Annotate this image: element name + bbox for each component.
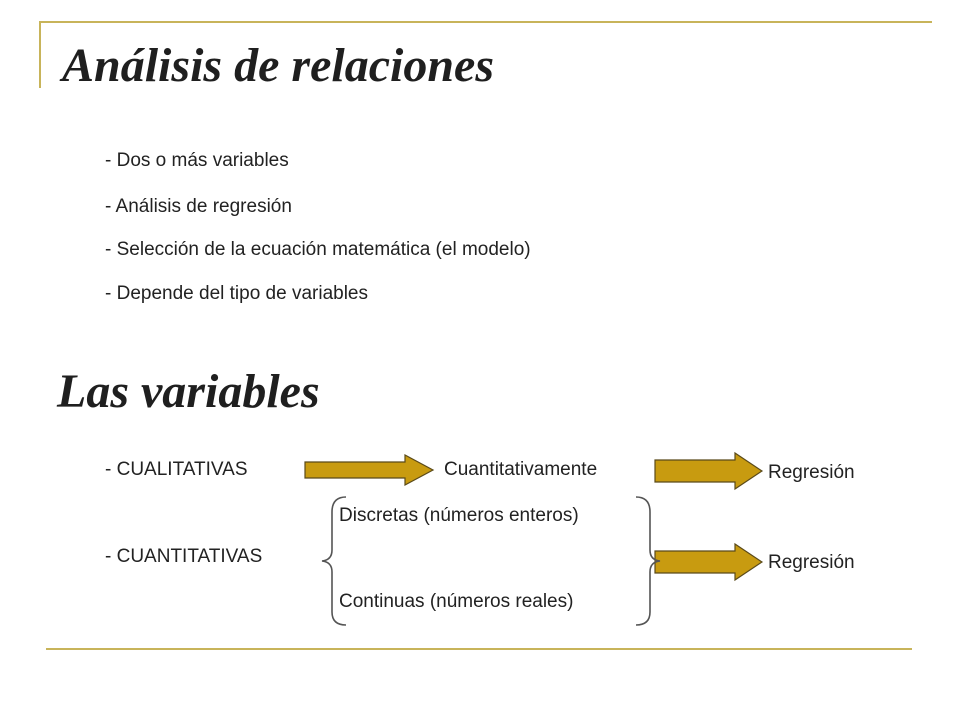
bullet-item: - Dos o más variables [105,150,289,171]
arrow-right-icon [305,455,433,485]
section-title: Las variables [57,365,320,418]
arrow-right-icon [655,453,762,489]
cuantitativas-label: - CUANTITATIVAS [105,546,263,567]
bullet-item: - Análisis de regresión [105,196,292,217]
cuantitativamente-label: Cuantitativamente [444,459,598,480]
left-brace-icon [322,497,346,625]
bullet-item: - Depende del tipo de variables [105,283,369,304]
right-brace-icon [636,497,660,625]
cualitativas-label: - CUALITATIVAS [105,459,248,480]
page-title: Análisis de relaciones [62,39,495,92]
discretas-label: Discretas (números enteros) [339,505,579,526]
bullet-item: - Selección de la ecuación matemática (el modelo) [105,239,531,260]
arrow-right-icon [655,544,762,580]
continuas-label: Continuas (números reales) [339,591,574,612]
regresion-label-2: Regresión [768,552,855,573]
regresion-label-1: Regresión [768,462,855,483]
